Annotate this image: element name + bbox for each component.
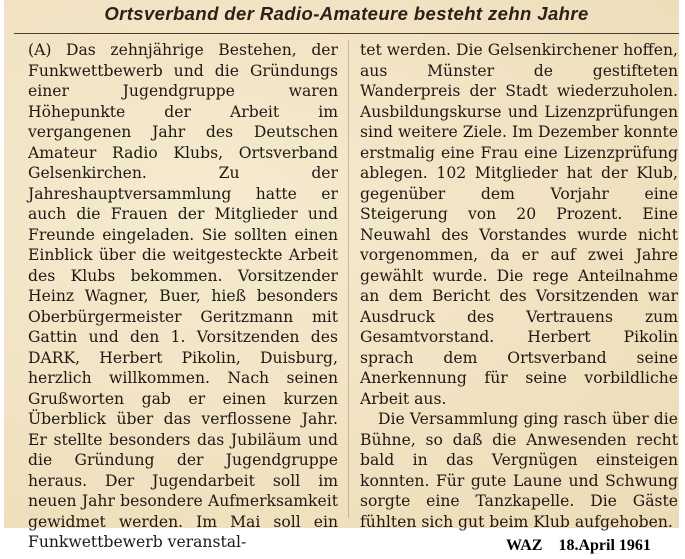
source-citation (506, 537, 651, 555)
article-paragraph: Die Versammlung ging rasch über die Bühne, so daß die Anwesenden recht bald in das Vergnügen einsteigen konnten. Für gute Laune und Schwung sorgte eine Tanzkapelle. Die Gäste fühlten sich gut beim Klub aufgehoben. (360, 410, 678, 531)
column-divider (348, 40, 349, 518)
article-headline: Ortsverband der Radio-Amateure besteht zehn Jahre (104, 3, 589, 24)
article-paragraph: tet werden. Die Gelsenkirchener hoffen, aus Münster de gestifteten Wanderpreis der Stadt wiederzuholen. Ausbildungskurse und Lizenzprüfungen sind weitere Ziele. Im Dezember konnte erstmalig eine Frau eine Lizenzprüfung ablegen. 102 Mitglieder hat der Klub, gegenüber dem Vorjahr eine Steigerung von 20 Prozent. Eine Neuwahl des Vorstandes wurde nicht vorgenommen, da er auf zwei Jahre gewählt wurde. Die rege Anteilnahme an dem Bericht des Vorsitzenden war Ausdruck des Vertrauens zum Gesamtvorstand. Herbert Pikolin sprach dem Ortsverband seine Anerkennung für seine vorbildliche Arbeit aus. (360, 41, 678, 408)
source-publication: WAZ (506, 537, 543, 554)
headline-rule (14, 33, 679, 34)
source-date: 18.April 1961 (558, 537, 651, 554)
article-column-left (28, 40, 338, 553)
article-column-right (360, 40, 678, 532)
article-paragraph: (A) Das zehnjährige Bestehen, der Funkwettbewerb und die Gründungs einer Jugendgruppe waren Höhepunkte der Arbeit im vergangenen Jahr des Deutschen Amateur Radio Klubs, Ortsverband Gelsenkirchen. Zu der Jahreshauptversammlung hatte er auch die Frauen der Mitglieder und Freunde eingeladen. Sie sollten einen Einblick über die weitgesteckte Arbeit des Klubs bekommen. Vorsitzender Heinz Wagner, Buer, hieß besonders Oberbürgermeister Geritzmann mit Gattin und den 1. Vorsitzenden des DARK, Herbert Pikolin, Duisburg, herzlich willkommen. Nach seinen Grußworten gab er einen kurzen Überblick über das verflossene Jahr. Er stellte besonders das Jubiläum und die Gründung der Jugendgruppe heraus. Der Jugendarbeit soll im neuen Jahr besondere Aufmerksamkeit gewidmet werden. Im Mai soll ein Funkwettbewerb veranstal- (28, 41, 338, 551)
